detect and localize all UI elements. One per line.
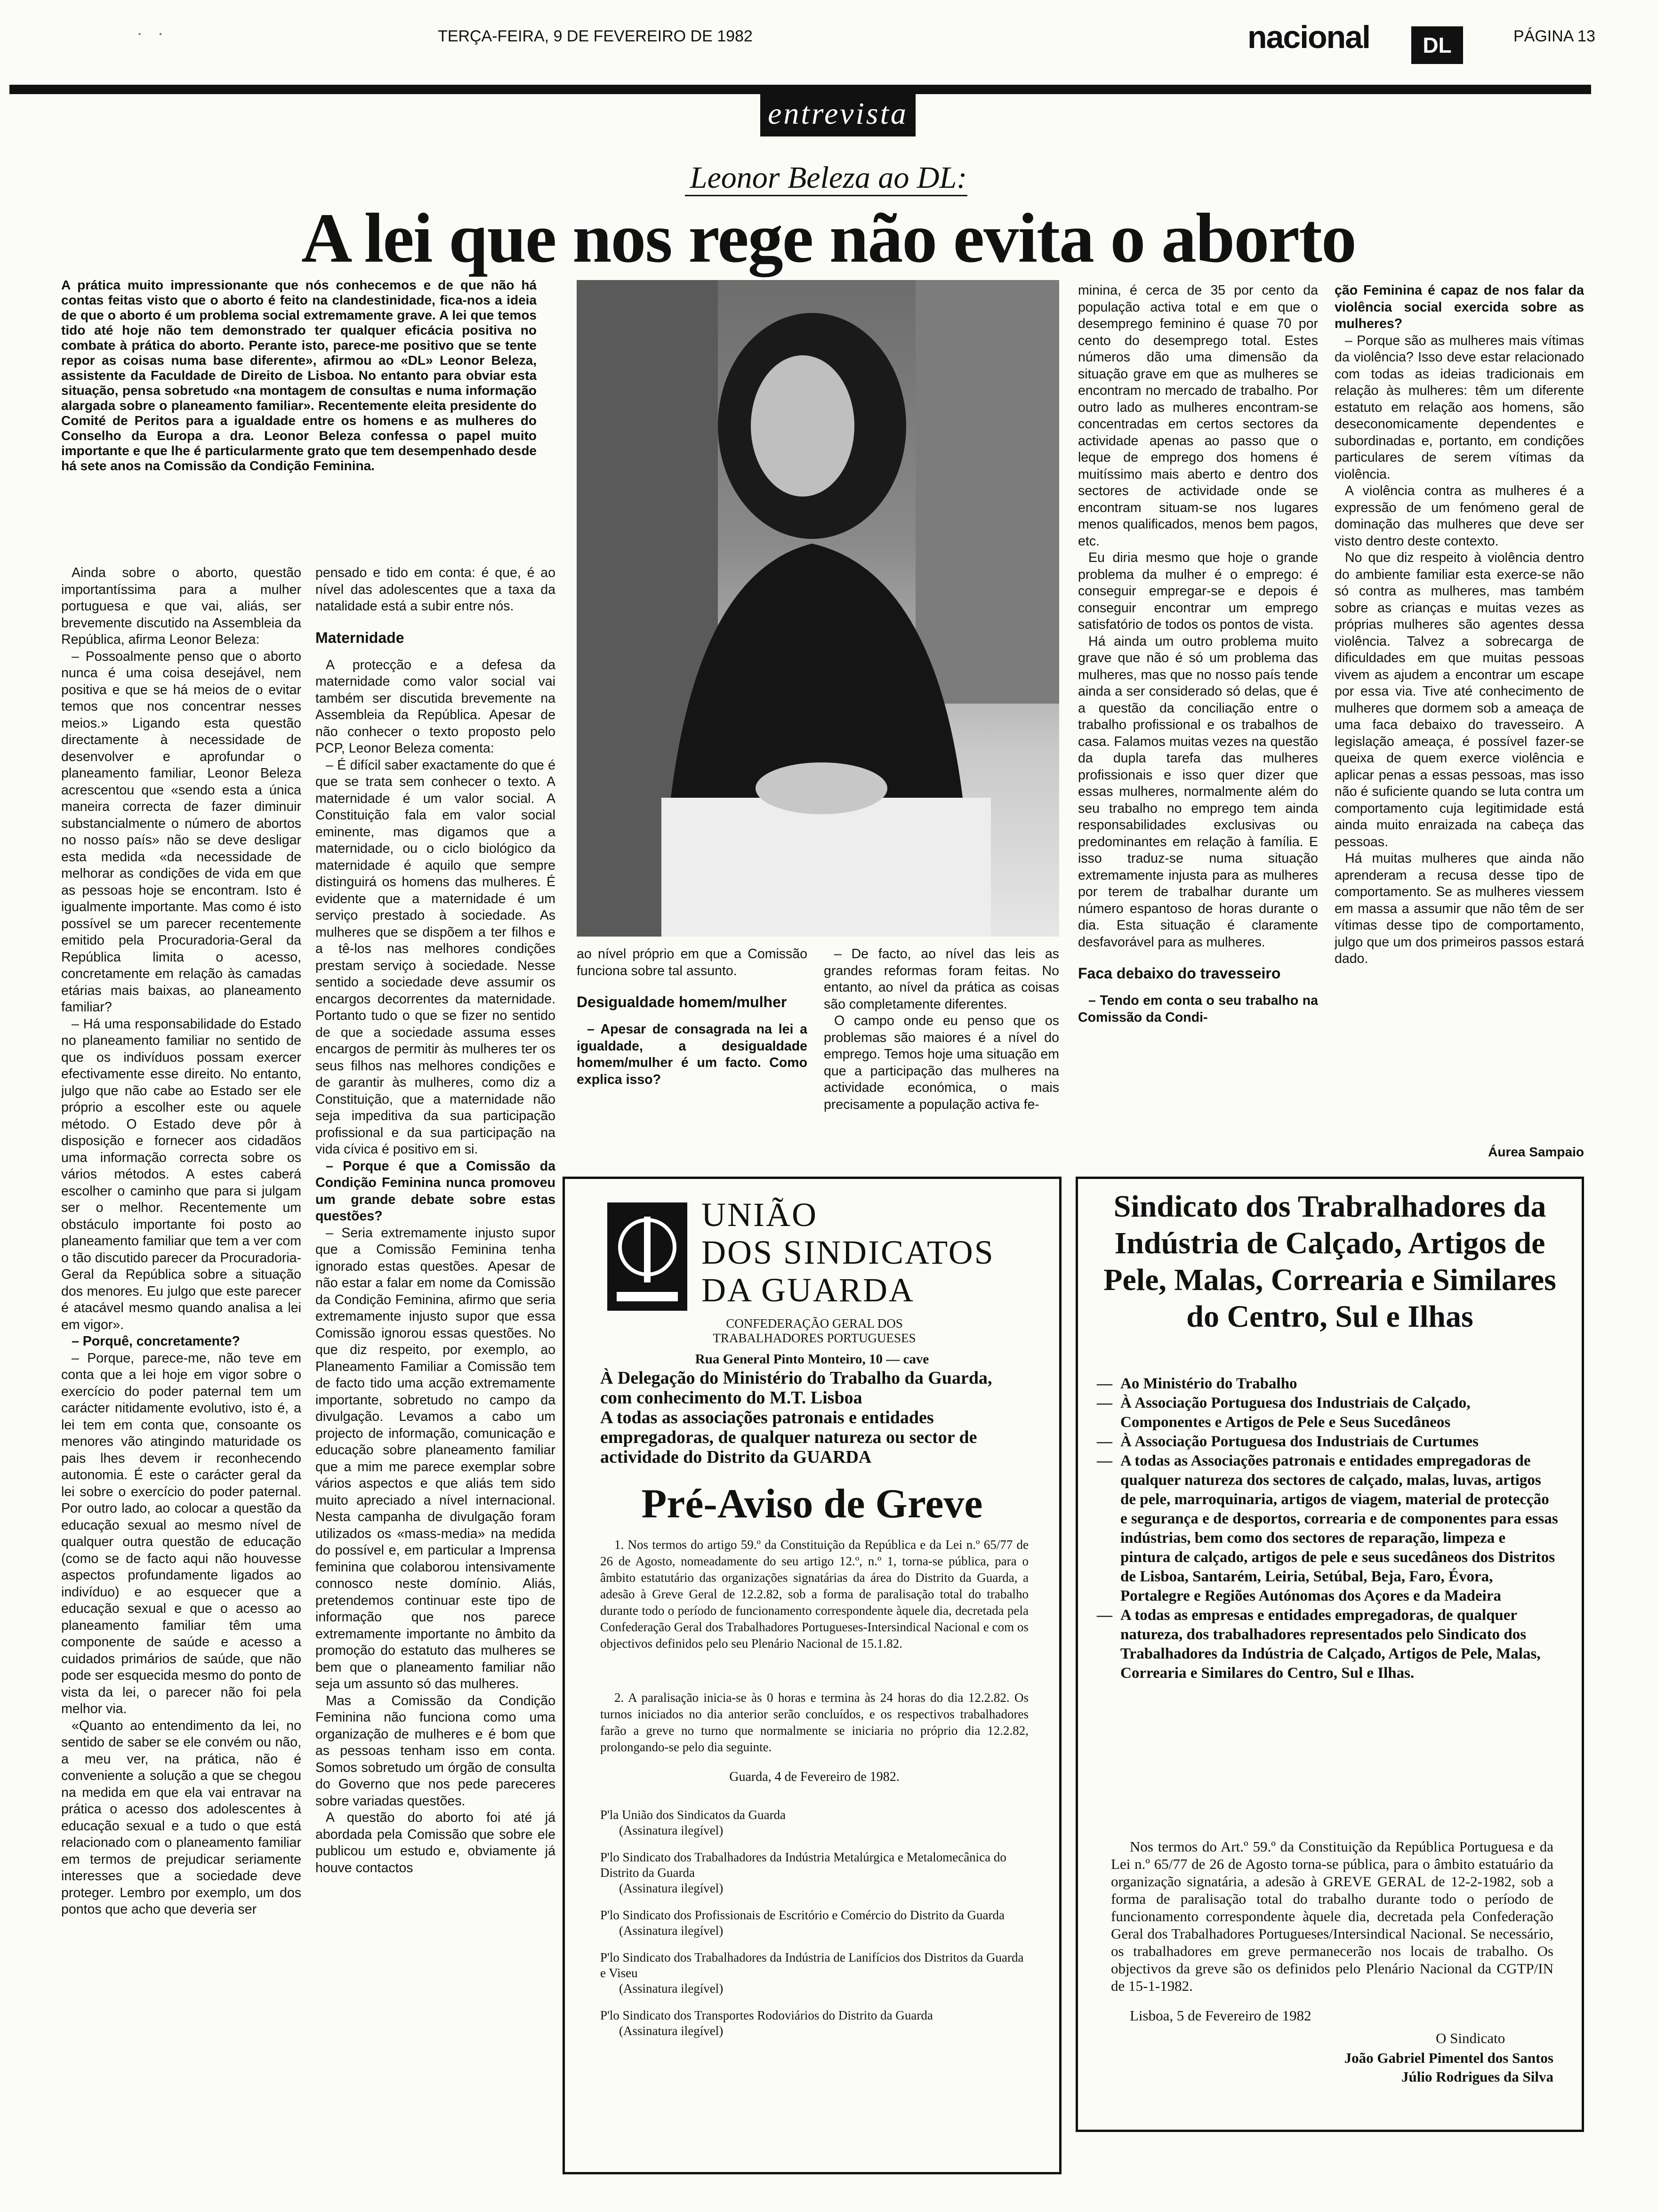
paragraph: – Possoalmente penso que o aborto nunca é uma coisa desejável, nem positiva e que se há meios de o evitar temos que nos concentrar nesses meios.» Ligando esta questão directamente à necessidade de desenvolver e aprofundar o planeamento familiar, Leonor Beleza acrescentou que «sendo esta a única maneira correcta de fazer diminuir substancialmente o número de abortos no nosso país» não se deve desligar esta medida «da necessidade de melhorar as condições de vida em que as pessoas hoje se encontram. Isto é igualmente importante. Mas como é isto possível se um parecer recentemente emitido pela Procuradoria-Geral da República limita o acesso, concretamente em relação às camadas etárias mais baixas, ao planeamento familiar? xyxy=(61,649,301,1015)
signatory xyxy=(600,2008,1024,2039)
signatory-block xyxy=(600,1807,1024,2050)
paragraph: pensado e tido em conta: é que, é ao nível das adolescentes que a taxa da natalidade está a subir entre nós. xyxy=(315,565,555,614)
paragraph: Mas a Comissão da Condição Feminina não funciona como uma organização de mulheres e é bom que as pessoas tenham isso em conta. Somos sobretudo um órgão de consulta do Governo que nos pede pareceres sobre variadas questões. xyxy=(315,1693,555,1809)
paragraph: A questão do aborto foi até já abordada pela Comissão que sobre ele publicou um estudo e, obviamente já houve contactos xyxy=(315,1810,555,1875)
ad-sindicato-calcado xyxy=(1076,1177,1584,2132)
ad2-title: Sindicato dos Trabralhadores da Indústria de Calçado, Artigos de Pele, Malas, Correaria e Similares do Centro, Sul e Ilhas xyxy=(1103,1189,1556,1334)
signatory xyxy=(600,1907,1024,1939)
paragraph: – Há uma responsabilidade do Estado no planeamento familiar no sentido de que os indivíduos possam exercer efectivamente esse direito. No entanto, julgo que não cabe ao Estado ser ele próprio a escolher este ou aquele método. O Estado deve pôr à disposição e fornecer aos cidadãos uma informação correcta sobre os vários métodos. A estes caberá escolher o caminho que para si julgam ser o melhor. Recentemente um obstáculo importante foi posto ao planeamento familiar que tem a ver com o tão discutido parecer da Procuradoria-Geral da República sobre a situação dos menores. Eu julgo que este parecer é atacável mesmo quando analisa a lei em vigor». xyxy=(61,1016,301,1332)
signatory-org: P'la União dos Sindicatos da Guarda xyxy=(600,1808,786,1822)
ad-uniao-sindicatos-guarda xyxy=(563,1177,1062,2174)
article-lead: A prática muito impressionante que nós conhecemos e de que não há contas feitas visto que o aborto é feito na clandestinidade, fica-nos a ideia de que o aborto é um problema social extremamente grave. A lei que temos tido até hoje não tem demonstrado ter qualquer eficácia positiva no combate à prática do aborto. Perante isto, parece-me positivo que se tente repor as coisas numa base diferente», afirmou ao «DL» Leonor Beleza, assistente da Faculdade de Direito de Lisboa. No entanto para obviar esta situação, pensa sobretudo «na montagem de consultas e numa informação alargada sobre o planeamento familiar». Recentemente eleita presidente do Comité de Peritos para a igualdade entre os homens e as mulheres do Conselho da Europa a dra. Leonor Beleza confessa o papel muito importante e que lhe é particularmente grato que tem desempenhado desde há sete anos na Comissão da Condição Feminina. xyxy=(61,278,537,473)
signatory-sig: (Assinatura ilegível) xyxy=(619,2024,724,2038)
ad2-addressee-list xyxy=(1097,1374,1558,1683)
question: – Tendo em conta o seu trabalho na Comissão da Condi- xyxy=(1078,993,1318,1025)
ad1-title-1: UNIÃO xyxy=(701,1196,818,1234)
ad2-item-text: A todas as empresas e entidades empregadoras, de qualquer natureza, dos trabalhadores representados pelo Sindicato dos Trabalhadores da Indústria de Calçado, Artigos de Pele, Malas, Correaria e Similares do Centro, Sul e Ilhas. xyxy=(1120,1607,1541,1682)
signatory xyxy=(600,1950,1024,1996)
question: – Porquê, concretamente? xyxy=(72,1334,240,1349)
interview-photo xyxy=(577,280,1059,937)
paragraph: Ainda sobre o aborto, questão importantíssima para a mulher portuguesa e que vai, aliás, ser brevemente discutido na Assembleia da República, afirma Leonor Beleza: xyxy=(61,565,301,647)
section-logo-text: DL xyxy=(1423,33,1452,57)
page-number: PÁGINA 13 xyxy=(1513,27,1595,45)
kicker-underline xyxy=(685,195,967,196)
section-logo xyxy=(1411,26,1463,64)
headline: A lei que nos rege não evita o aborto xyxy=(301,199,1356,277)
paragraph: No que diz respeito à violência dentro do ambiente familiar esta exerce-se não só contra as mulheres, mas também sobre as crianças e muitas vezes as próprias mulheres são agentes dessa violência. Talvez a sobrecarga de dificuldades em que muitas pessoas vivem as ajudem a encontrar um escape por essa via. Tive até conhecimento de mulheres que dormem sob a ameaça de uma faca debaixo do travesseiro. A legislação ameaça, é possível fazer-se queixa de quem exerce violência e aplicar penas a essas pessoas, mas isso não é suficiente quando se luta contra um comportamento cuja legitimidade está ainda muito enraizada na cabeça das pessoas. xyxy=(1335,550,1584,850)
author-signature: Áurea Sampaio xyxy=(1488,1145,1584,1159)
ad2-item-text: A todas as Associações patronais e entidades empregadoras de qualquer natureza dos sectores de calçado, malas, luvas, artigos de pele, marroquinaria, artigos de viagem, material de protecção e segurança e de desportos, correaria e de componentes para essas indústrias, bem como dos sectores de reparação, limpeza e pintura de calçado, artigos de pele e seus sucedâneos dos Distritos de Lisboa, Santarém, Leiria, Setúbal, Beja, Faro, Évora, Portalegre e Regiões Autónomas dos Açores e da Madeira xyxy=(1120,1452,1558,1604)
paragraph: Há ainda um outro problema muito grave que não é só um problema das mulheres, mas que no nosso país tende ainda a ser considerado só delas, que é a questão da conciliação entre o trabalho profissional e os trabalhos de casa. Falamos muitas vezes na questão da dupla tarefa das mulheres profissionais e isso quer dizer que essas mulheres, normalmente além do seu trabalho no emprego tem ainda responsabilidades exclusivas ou predominantes em relação à família. E isso traduz-se numa situação extremamente injusta para as mulheres por terem de trabalhar durante um número espantoso de horas durante o dia. Esta situação é claramente desfavorável para as mulheres. xyxy=(1078,633,1318,950)
section-name: nacional xyxy=(1247,19,1370,55)
ad2-dateline: Lisboa, 5 de Fevereiro de 1982 xyxy=(1130,2007,1311,2024)
question: – Apesar de consagrada na lei a igualdade, a desigualdade homem/mulher é um facto. Como explica isso? xyxy=(577,1022,807,1087)
signatory-sig: (Assinatura ilegível) xyxy=(619,1981,724,1996)
paragraph: – Porque são as mulheres mais vítimas da violência? Isso deve estar relacionado com todas as ideias tradicionais em relação às mulheres: têm um diferente estatuto em relação aos homens, são deseconomicamente dependentes e subordinadas e, portanto, em condições particulares de serem vítimas da violência. xyxy=(1335,333,1584,482)
ad1-addressees: À Delegação do Ministério do Trabalho da Guarda, com conhecimento do M.T. Lisboa A todas as associações patronais e entidades empregadoras, de qualquer natureza ou sector de actividade do Distrito da GUARDA xyxy=(600,1368,992,1467)
ad1-address: Rua General Pinto Monteiro, 10 — cave xyxy=(695,1352,929,1367)
question: ção Feminina é capaz de nos falar da violência social exercida sobre as mulheres? xyxy=(1335,283,1584,331)
ad1-headline: Pré-Aviso de Greve xyxy=(641,1481,983,1527)
column-1 xyxy=(61,565,301,2170)
subheading: Maternidade xyxy=(315,629,404,646)
ad2-item: — À Associação Portuguesa dos Industriais de Calçado, Componentes e Artigos de Pele e Seus Sucedâneos xyxy=(1097,1394,1558,1432)
ad1-paragraph-2: 2. A paralisação inicia-se às 0 horas e termina às 24 horas do dia 12.2.82. Os turnos iniciados no dia anterior serão concluídos, e os respectivos trabalhadores farão a greve no turno que normalmente se iniciaria no próprio dia 12.2.82, prolongando-se pelo dia seguinte. xyxy=(600,1691,1029,1754)
ad2-item-text: Ao Ministério do Trabalho xyxy=(1120,1375,1297,1392)
paragraph: – Porque, parece-me, não teve em conta que a lei hoje em vigor sobre o exercício do poder paternal tem um carácter nitidamente evolutivo, isto é, a lei tem em conta que, consoante os menores vão atingindo maturidade os pais lhes devem ir reconhecendo autonomia. É este o carácter geral da lei sobre o exercício do poder paternal. Por outro lado, ao colocar a questão da educação sexual ao mesmo nível de qualquer outra questão de educação (como se de facto aqui não houvesse aspectos profundamente ligados ao indivíduo) e ao esquecer que a educação sexual e que o acesso ao planeamento familiar têm uma componente de saúde e acesso a cuidados primários de saúde, que não pode ser esquecida mesmo do ponto de vista da lei, o parecer não foi pela melhor via. xyxy=(61,1350,301,1716)
column-4 xyxy=(824,946,1059,1167)
ad2-name-1: João Gabriel Pimentel dos Santos xyxy=(1344,2050,1553,2066)
paragraph: ao nível próprio em que a Comissão funciona sobre tal assunto. xyxy=(577,946,807,978)
signatory-org: P'lo Sindicato dos Profissionais de Escritório e Comércio do Distrito da Guarda xyxy=(600,1908,1005,1922)
paragraph: Eu diria mesmo que hoje o grande problema da mulher é o emprego: é conseguir empregar-se e depois é conseguir encontrar um emprego satisfatório de todos os pontos de vista. xyxy=(1078,550,1318,632)
ad2-item: — A todas as Associações patronais e entidades empregadoras de qualquer natureza dos sectores de calçado, malas, luvas, artigos de pele, marroquinaria, artigos de viagem, material de protecção e segurança e de desportos, correaria e de componentes para essas indústrias, bem como dos sectores de reparação, limpeza e pintura de calçado, artigos de pele e seus sucedâneos dos Distritos de Lisboa, Santarém, Leiria, Setúbal, Beja, Faro, Évora, Portalegre e Regiões Autónomas dos Açores e da Madeira xyxy=(1097,1451,1558,1606)
question: – Porque é que a Comissão da Condição Feminina nunca promoveu um grande debate sobre estas questões? xyxy=(315,1158,555,1224)
ad1-title-3: DA GUARDA xyxy=(701,1271,915,1309)
paragraph: O campo onde eu penso que os problemas são maiores é a nível do emprego. Temos hoje uma situação em que a participação das mulheres na actividade económica, o mais precisamente a população activa fe- xyxy=(824,1013,1059,1112)
paragraph: – É difícil saber exactamente do que é que se trata sem conhecer o texto. A maternidade é um valor social. A Constituição fala em valor social eminente, mas digamos que a maternidade, ou o ciclo biológico da maternidade é aquilo que sempre distinguirá os homens das mulheres. É evidente que a maternidade é um serviço prestado à sociedade. As mulheres que se dispõem a ter filhos e a tê-los nas melhores condições prestam serviço à sociedade. Nesse sentido a sociedade deve assumir os encargos decorrentes da maternidade. Portanto tudo o que se fizer no sentido de que a sociedade assuma esses encargos de permitir às mulheres ter os seus filhos nas melhores condições e de garantir às mulheres, como diz a Constituição, que a maternidade não seja impeditiva da sua participação profissional e da sua participação na vida cívica é positivo em si. xyxy=(315,757,555,1157)
signatory-org: P'lo Sindicato dos Trabalhadores da Indústria Metalúrgica e Metalomecânica do Distrito da Guarda xyxy=(600,1850,1006,1880)
ad2-item: — Ao Ministério do Trabalho xyxy=(1097,1374,1558,1394)
signatory-org: P'lo Sindicato dos Trabalhadores da Indústria de Lanifícios dos Distritos da Guarda e Viseu xyxy=(600,1950,1024,1980)
ad2-item-text: À Associação Portuguesa dos Industriais de Curtumes xyxy=(1120,1433,1479,1450)
column-5 xyxy=(1078,282,1318,1167)
paragraph: – Seria extremamente injusto supor que a Comissão Feminina tenha ignorado estas questões. Apesar de não estar a falar em nome da Comissão da Condição Feminina, afirmo que seria extremamente injusto supor que essa Comissão ignorou essas questões. No que diz respeito, por exemplo, ao Planeamento Familiar a Comissão tem de facto tido uma acção extremamente importante, sobretudo no campo da divulgação. Levamos a cabo um projecto de informação, comunicação e educação sobre planeamento familiar que a mim me parece exemplar sobre vários aspectos e que aliás tem sido muito apreciado a nível internacional. Nesta campanha de divulgação foram utilizados os «mass-media» na medida do possível e, em particular a Imprensa feminina que colaborou intensivamente connosco neste domínio. Aliás, pretendemos continuar este tipo de informação que nos parece extremamente importante no âmbito da promoção do estatuto das mulheres se bem que o planeamento familiar não seja um assunto só das mulheres. xyxy=(315,1225,555,1691)
column-2 xyxy=(315,565,555,2170)
rubric-text: entrevista xyxy=(768,96,908,131)
union-emblem-icon xyxy=(607,1202,687,1311)
union-logo xyxy=(607,1202,687,1311)
masthead-fragment: · · xyxy=(137,23,169,43)
ad2-body: Nos termos do Art.º 59.º da Constituição da República Portuguesa e da Lei n.º 65/77 de 26 de Agosto torna-se pública, para o âmbito estatuário da organização signatária, a adesão à GREVE GERAL de 12-2-1982, sob a forma de paralisação total do trabalho durante todo o período de funcionamento correspondente àquele dia, decretada pela Confederação Geral dos Trabalhadores Portugueses/Intersindical Nacional. Se necessário, os trabalhadores em greve permanecerão nos locais de trabalho. Os objectivos da greve são os definidos pelo Plenário Nacional da CGTP/IN de 15-1-1982. xyxy=(1111,1838,1553,1994)
column-3 xyxy=(577,946,807,1167)
subheading: Faca debaixo do travesseiro xyxy=(1078,965,1281,982)
signatory xyxy=(600,1850,1024,1896)
ad1-dateline: Guarda, 4 de Fevereiro de 1982. xyxy=(729,1770,900,1784)
portrait-silhouette xyxy=(577,280,1059,937)
paragraph: minina, é cerca de 35 por cento da população activa total e em que o desemprego feminino é quase 70 por cento do desemprego total. Estes números dão uma dimensão da situação grave em que as mulheres se encontram no mercado de trabalho. Por outro lado as mulheres encontram-se concentradas em certos sectores da actividade apenas ao passo que o leque de emprego dos homens é muitíssimo mais aberto e dentro dos sectores de actividade onde se encontram situam-se nos lugares menos qualificados, menos bem pagos, etc. xyxy=(1078,283,1318,549)
ad2-name-2: Júlio Rodrigues da Silva xyxy=(1401,2068,1553,2085)
paragraph: A violência contra as mulheres é a expressão de um fenómeno geral de dominação das mulheres que deve ser visto dentro deste contexto. xyxy=(1335,483,1584,549)
ad2-item-text: À Associação Portuguesa dos Industriais de Calçado, Componentes e Artigos de Pele e Seus Sucedâneos xyxy=(1120,1395,1471,1431)
ad2-item: — A todas as empresas e entidades empregadoras, de qualquer natureza, dos trabalhadores representados pelo Sindicato dos Trabalhadores da Indústria de Calçado, Artigos de Pele, Malas, Correaria e Similares do Centro, Sul e Ilhas. xyxy=(1097,1606,1558,1683)
issue-date: TERÇA-FEIRA, 9 DE FEVEREIRO DE 1982 xyxy=(438,27,753,45)
column-6 xyxy=(1335,282,1584,1139)
signatory-sig: (Assinatura ilegível) xyxy=(619,1923,724,1938)
ad1-title-2: DOS SINDICATOS xyxy=(701,1234,995,1271)
kicker: Leonor Beleza ao DL: xyxy=(690,160,967,195)
signatory xyxy=(600,1807,1024,1838)
subheading: Desigualdade homem/mulher xyxy=(577,994,787,1010)
ad1-paragraph-1: 1. Nos termos do artigo 59.º da Constituição da República e da Lei n.º 65/77 de 26 de Agosto, nomeadamente do seu artigo 12.º, n.º 1, torna-se pública, para o âmbito estatutário das organizações signatárias da área do Distrito da Guarda, a adesão à Greve Geral de 12.2.82, sob a forma de paralisação total do trabalho durante todo o período de funcionamento correspondente àquele dia, decretada pela Confederação Geral dos Trabalhadores Portugueses-Intersindical Nacional e com os objectivos definidos pelo seu Plenário Nacional de 15.1.82. xyxy=(600,1538,1029,1651)
rubric-banner xyxy=(760,94,916,136)
ad1-confederation: CONFEDERAÇÃO GERAL DOS TRABALHADORES PORTUGUESES xyxy=(713,1316,916,1345)
paragraph: A protecção e a defesa da maternidade como valor social vai também ser discutida brevemente na Assembleia da República. Apesar de não conhecer o texto proposto pelo PCP, Leonor Beleza comenta: xyxy=(315,657,555,756)
ad2-item: — À Associação Portuguesa dos Industriais de Curtumes xyxy=(1097,1432,1558,1451)
ad2-closing: O Sindicato xyxy=(1436,2030,1505,2046)
header-rule xyxy=(9,85,1591,94)
signatory-sig: (Assinatura ilegível) xyxy=(619,1823,724,1837)
paragraph: – De facto, ao nível das leis as grandes reformas foram feitas. No entanto, ao nível da prática as coisas são completamente diferentes. xyxy=(824,946,1059,1012)
signatory-sig: (Assinatura ilegível) xyxy=(619,1881,724,1895)
paragraph: «Quanto ao entendimento da lei, no sentido de saber se ele convém ou não, a meu ver, na prática, não é conveniente a solução a que se chegou na medida em que ela vai entravar na prática o acesso dos adolescentes à educação sexual e a tudo o que está relacionado com o planeamento familiar em termos de prejudicar seriamente interesses que a sociedade deve proteger. Lembro por exemplo, um dos pontos que acho que deveria ser xyxy=(61,1718,301,1917)
signatory-org: P'lo Sindicato dos Transportes Rodoviários do Distrito da Guarda xyxy=(600,2008,933,2022)
paragraph: Há muitas mulheres que ainda não aprenderam a recusa desse tipo de comportamento. Se as mulheres viessem em massa a assumir que não têm de ser vítimas desse tipo de comportamento, julgo que um dos primeiros passos estará dado. xyxy=(1335,851,1584,966)
